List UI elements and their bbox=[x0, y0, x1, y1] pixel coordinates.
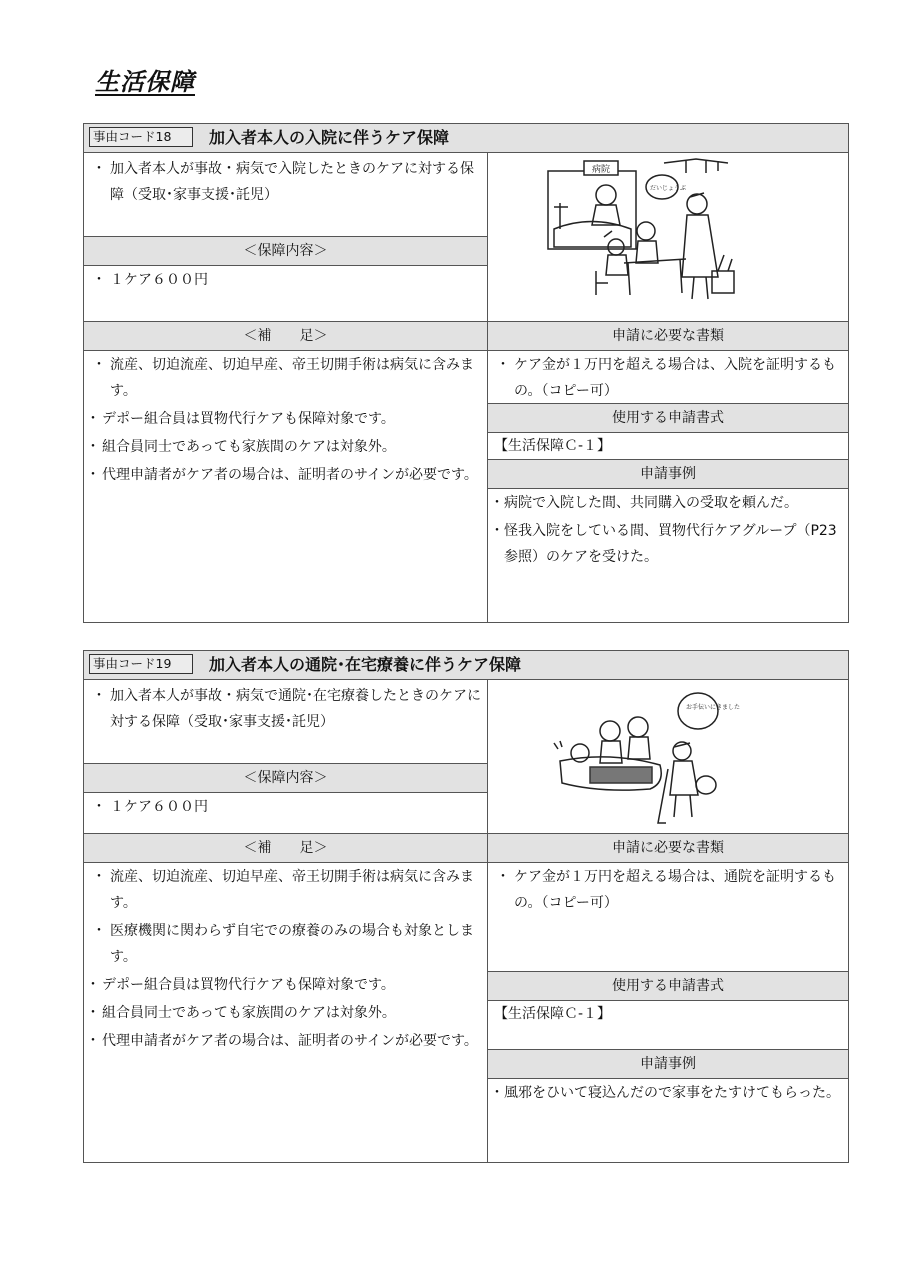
coverage-amount: ・ １ケア６００円 bbox=[92, 794, 482, 820]
section-code-18 bbox=[83, 123, 849, 623]
speech-bubble-text: だいじょうぶ bbox=[650, 185, 687, 192]
form-heading: 使用する申請書式 bbox=[488, 404, 848, 432]
supplement-heading: ＜補 足＞ bbox=[84, 322, 487, 350]
docs-list bbox=[496, 352, 846, 404]
section-code-19 bbox=[83, 650, 849, 1163]
docs-list bbox=[496, 864, 846, 916]
docs-item: ・ ケア金が１万円を超える場合は、通院を証明するもの。（コピー可） bbox=[496, 864, 846, 916]
supplement-item: ・ デポー組合員は買物代行ケアも保障対象です。 bbox=[86, 972, 484, 998]
docs-heading: 申請に必要な書類 bbox=[488, 322, 848, 350]
supplement-item: ・ デポー組合員は買物代行ケアも保障対象です。 bbox=[86, 406, 484, 432]
docs-heading: 申請に必要な書類 bbox=[488, 834, 848, 862]
examples-list bbox=[490, 490, 846, 570]
supplement-item: ・ 医療機関に関わらず自宅での療養のみの場合も対象とします。 bbox=[92, 918, 484, 970]
section-title: 加入者本人の入院に伴うケア保障 bbox=[209, 128, 450, 147]
coverage-list bbox=[92, 794, 482, 820]
reason-code-box: 事由コード18 bbox=[89, 127, 193, 147]
example-item: ・ 怪我入院をしている間、買物代行ケアグループ（P23 参照）のケアを受けた。 bbox=[490, 518, 846, 570]
hospital-care-illustration bbox=[546, 159, 736, 309]
coverage-amount: ・ １ケア６００円 bbox=[92, 267, 482, 293]
example-item: ・ 病院で入院した間、共同購入の受取を頼んだ。 bbox=[490, 490, 846, 516]
supplement-list bbox=[92, 864, 484, 1054]
section-title: 加入者本人の通院･在宅療養に伴うケア保障 bbox=[209, 655, 522, 674]
supplement-item: ・ 代理申請者がケア者の場合は、証明者のサインが必要です。 bbox=[86, 462, 484, 488]
form-heading: 使用する申請書式 bbox=[488, 972, 848, 1000]
coverage-heading: ＜保障内容＞ bbox=[84, 764, 487, 792]
supplement-item: ・ 組合員同士であっても家族間のケアは対象外。 bbox=[86, 434, 484, 460]
section-header bbox=[84, 124, 848, 153]
supplement-item: ・ 流産、切迫流産、切迫早産、帝王切開手術は病気に含みます。 bbox=[92, 864, 484, 916]
hospital-sign-text: 病院 bbox=[592, 165, 611, 175]
supplement-heading: ＜補 足＞ bbox=[84, 834, 487, 862]
form-name: 【生活保障Ｃ‐１】 bbox=[494, 1006, 612, 1022]
examples-heading: 申請事例 bbox=[488, 1050, 848, 1078]
example-item: ・ 風邪をひいて寝込んだので家事をたすけてもらった。 bbox=[490, 1080, 846, 1106]
coverage-list bbox=[92, 267, 482, 293]
speech-bubble-text: お手伝いにきました bbox=[686, 704, 741, 711]
section-header bbox=[84, 651, 848, 680]
page-title: 生活保障 bbox=[95, 68, 195, 96]
supplement-list bbox=[92, 352, 484, 488]
description-list bbox=[92, 683, 482, 735]
supplement-item: ・ 流産、切迫流産、切迫早産、帝王切開手術は病気に含みます。 bbox=[92, 352, 484, 404]
description-text: ・ 加入者本人が事故・病気で入院したときのケアに対する保障（受取･家事支援･託児） bbox=[92, 156, 482, 208]
reason-code-box: 事由コード19 bbox=[89, 654, 193, 674]
description-text: ・ 加入者本人が事故・病気で通院･在宅療養したときのケアに対する保障（受取･家事支援･託児） bbox=[92, 683, 482, 735]
home-care-illustration bbox=[550, 691, 741, 826]
supplement-item: ・ 組合員同士であっても家族間のケアは対象外。 bbox=[86, 1000, 484, 1026]
description-list bbox=[92, 156, 482, 208]
supplement-item: ・ 代理申請者がケア者の場合は、証明者のサインが必要です。 bbox=[86, 1028, 484, 1054]
examples-heading: 申請事例 bbox=[488, 460, 848, 488]
coverage-heading: ＜保障内容＞ bbox=[84, 237, 487, 265]
form-name: 【生活保障Ｃ‐１】 bbox=[494, 438, 612, 454]
examples-list bbox=[490, 1080, 846, 1106]
docs-item: ・ ケア金が１万円を超える場合は、入院を証明するもの。（コピー可） bbox=[496, 352, 846, 404]
